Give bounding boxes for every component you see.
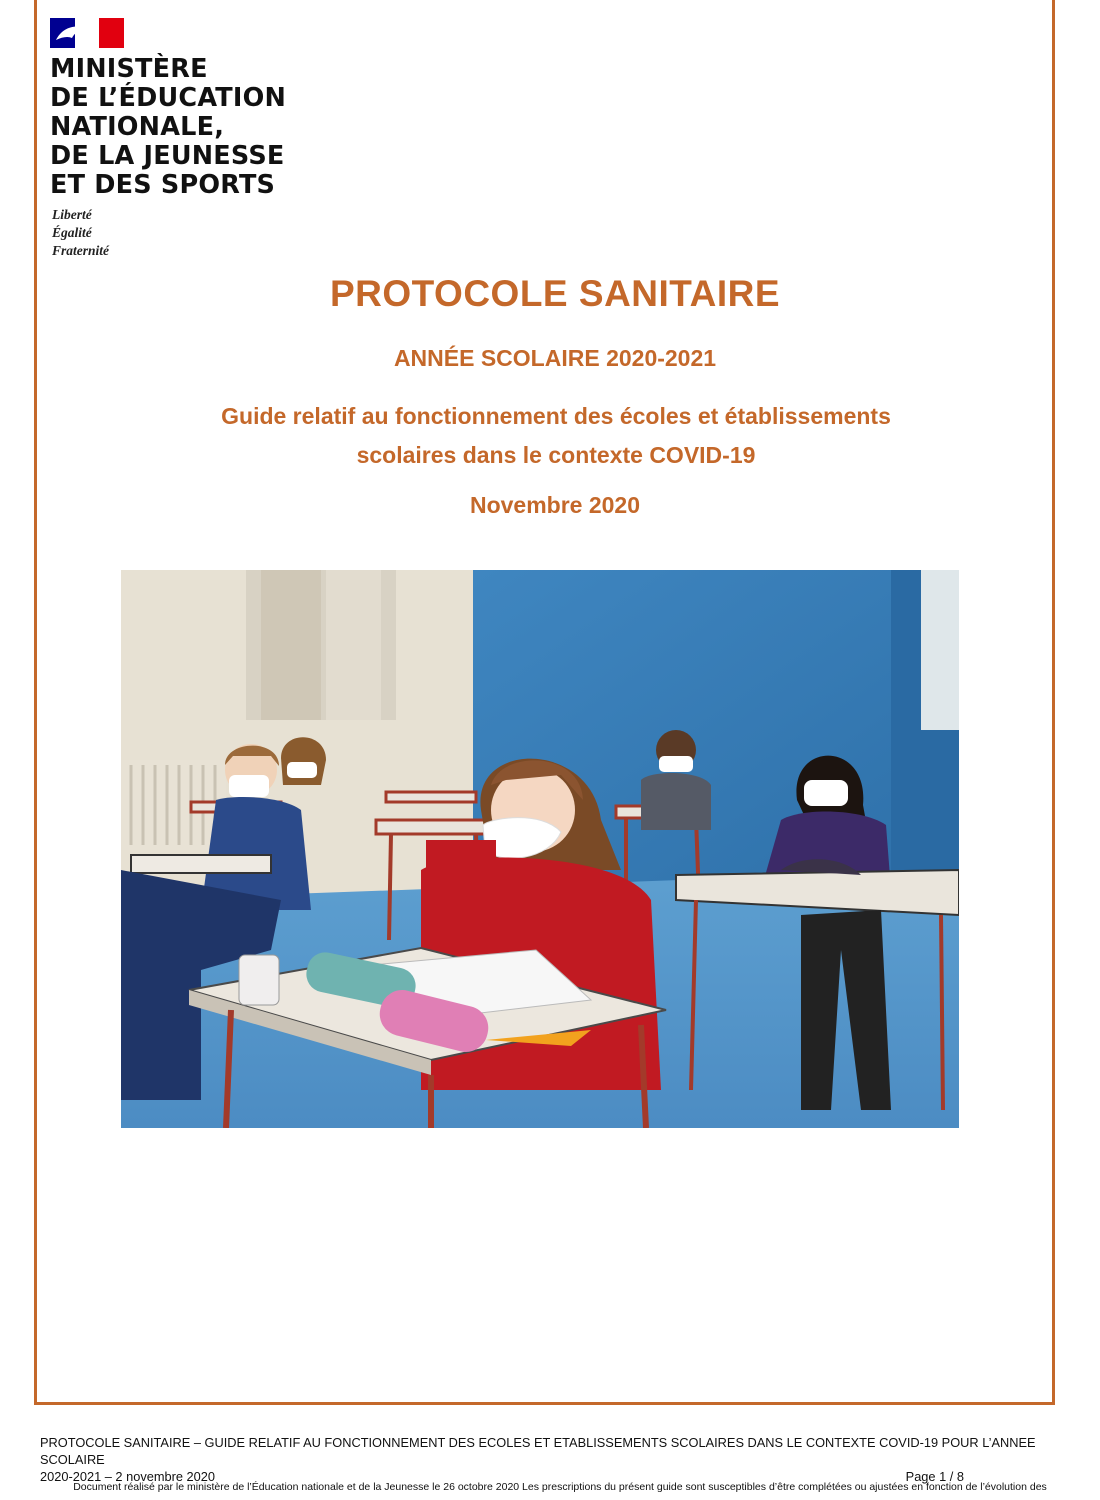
footer-line: PROTOCOLE SANITAIRE – GUIDE RELATIF AU FONCTIONNEMENT DES ECOLES ET ETABLISSEMENTS SCOLAIRES DANS LE CONTEXTE COVID-19 POUR L’ANNEE SCOLAIRE bbox=[40, 1435, 1036, 1467]
document-date: Novembre 2020 bbox=[469, 492, 641, 518]
cover-photo bbox=[121, 570, 959, 1128]
ministry-name bbox=[50, 55, 310, 200]
marianne-icon bbox=[52, 22, 92, 44]
french-flag-icon bbox=[50, 18, 124, 48]
guide-subtitle bbox=[96, 397, 1016, 475]
ministry-line: ET DES SPORTS bbox=[50, 170, 276, 200]
document-title: PROTOCOLE SANITAIRE bbox=[329, 273, 781, 314]
footer-running-title bbox=[40, 1434, 1060, 1485]
page-number: Page 1 / 8 bbox=[905, 1469, 964, 1484]
motto-line: Liberté bbox=[52, 207, 92, 222]
footer-date: 2020-2021 – 2 novembre 2020 bbox=[40, 1469, 216, 1484]
motto-line: Fraternité bbox=[52, 243, 110, 258]
ministry-line: DE L’ÉDUCATION bbox=[50, 83, 286, 113]
guide-line: Guide relatif au fonctionnement des écoles et établissements bbox=[221, 403, 891, 429]
guide-line: scolaires dans le contexte COVID-19 bbox=[356, 442, 756, 468]
ministry-line: MINISTÈRE bbox=[50, 54, 208, 84]
ministry-line: DE LA JEUNESSE bbox=[50, 141, 285, 171]
motto-line: Égalité bbox=[52, 225, 92, 240]
school-year: ANNÉE SCOLAIRE 2020-2021 bbox=[393, 345, 717, 371]
republic-motto bbox=[52, 206, 109, 260]
republic-logo bbox=[50, 18, 124, 48]
ministry-line: NATIONALE, bbox=[50, 112, 225, 142]
footer-note: Document réalisé par le ministère de l’Éducation nationale et de la Jeunesse le 26 octobre 2020 Les prescriptions du présent guide sont susceptibles d’être complétées ou ajustées en fonction de l’évolution des bbox=[73, 1481, 1047, 1493]
